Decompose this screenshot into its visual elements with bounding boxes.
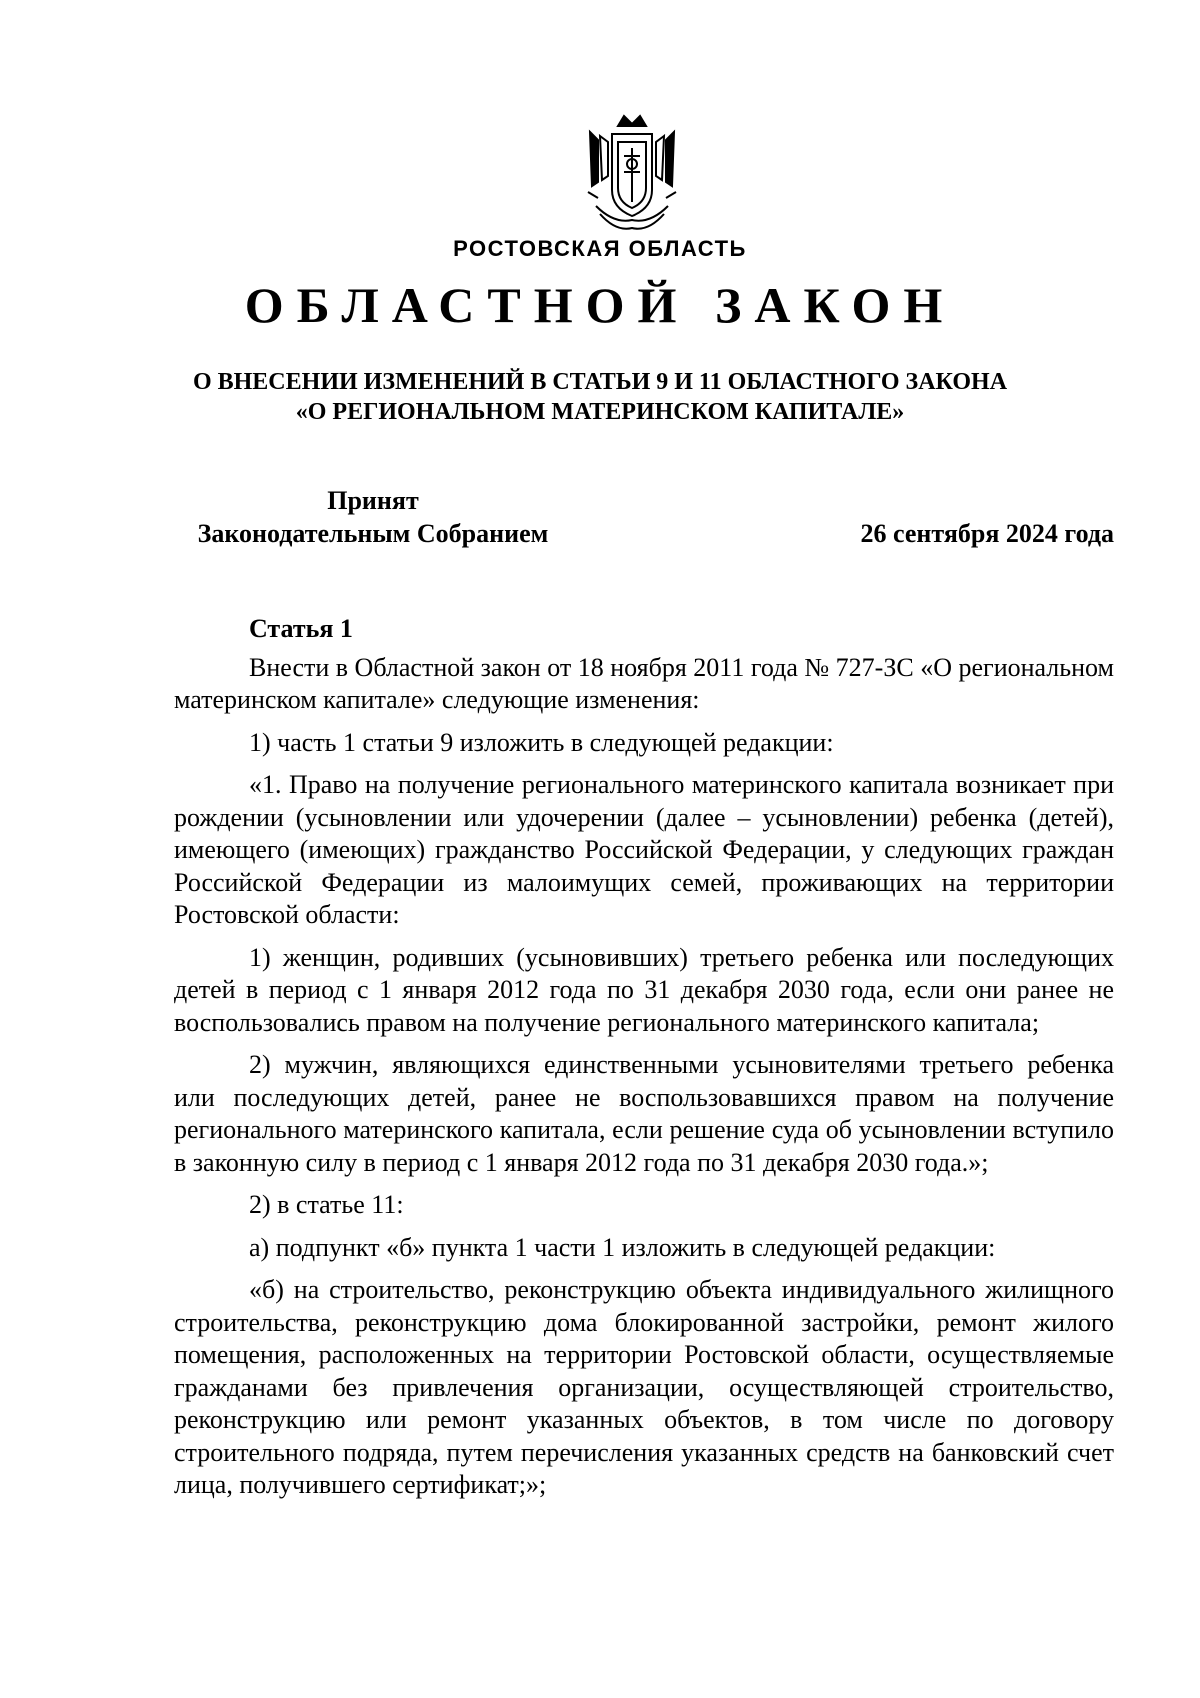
subtitle-line: О ВНЕСЕНИИ ИЗМЕНЕНИЙ В СТАТЬИ 9 И 11 ОБЛАСТНОГО ЗАКОНА	[192, 369, 1008, 395]
region-name: РОСТОВСКАЯ ОБЛАСТЬ	[453, 236, 747, 261]
adoption-line: Законодательным Собранием	[197, 519, 549, 548]
paragraph: 1) женщин, родивших (усыновивших) третьего ребенка или последующих детей в период с 1 января 2012 года по 31 декабря 2030 года, если они ранее не воспользовались правом на получение регионального материнского капитала;	[174, 942, 1114, 1037]
article-body	[174, 613, 1114, 1512]
subtitle-line: «О РЕГИОНАЛЬНОМ МАТЕРИНСКОМ КАПИТАЛЕ»	[295, 399, 905, 425]
article-title: Статья 1	[249, 614, 353, 643]
paragraph: «1. Право на получение регионального материнского капитала возникает при рождении (усыновлении или удочерении (далее – усыновлении) ребенка (детей), имеющего (имеющих) гражданство Российской Федерации, у следующих граждан Российской Федерации из малоимущих семей, проживающих на территории Ростовской области:	[174, 770, 1114, 929]
paragraph: 2) в статье 11:	[249, 1190, 404, 1219]
law-title: ОБЛАСТНОЙ ЗАКОН	[244, 277, 956, 333]
paragraph: 2) мужчин, являющихся единственными усыновителями третьего ребенка или последующих детей, ранее не воспользовавшихся правом на получение регионального материнского капитала, если решение суда об усыновлении вступило в законную силу в период с 1 января 2012 года по 31 декабря 2030 года.»;	[174, 1050, 1114, 1177]
paragraph: а) подпункт «б» пункта 1 части 1 изложить в следующей редакции:	[249, 1232, 996, 1262]
adoption-block	[178, 484, 568, 550]
law-subtitle	[0, 367, 1200, 427]
paragraph: Внести в Областной закон от 18 ноября 2011 года № 727-ЗС «О региональном материнском капитале» следующие изменения:	[174, 652, 1114, 714]
adoption-line: Принят	[327, 486, 419, 515]
adoption-date: 26 сентября 2024 года	[860, 519, 1114, 548]
paragraph: «б) на строительство, реконструкцию объекта индивидуального жилищного строительства, реконструкцию дома блокированной застройки, ремонт жилого помещения, расположенных на территории Ростовской области, осуществляемые гражданами без привлечения организации, осуществляющей строительство, реконструкцию или ремонт указанных объектов, в том числе по договору строительного подряда, путем перечисления указанных средств на банковский счет лица, получившего сертификат;»;	[174, 1275, 1114, 1499]
rostov-coat-of-arms-icon	[584, 112, 680, 240]
paragraph: 1) часть 1 статьи 9 изложить в следующей редакции:	[249, 727, 834, 757]
